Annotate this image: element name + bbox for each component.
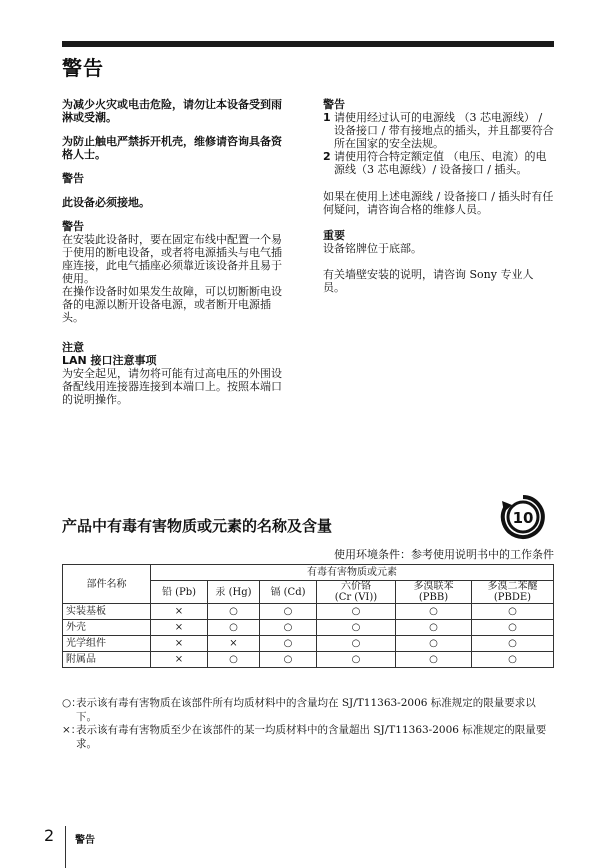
table-cell: ○ xyxy=(396,604,472,620)
left-column xyxy=(62,98,288,406)
rohs-notes xyxy=(62,697,554,751)
note-item xyxy=(62,724,554,751)
lan-heading: 注意 xyxy=(62,341,84,354)
warning-shock: 为防止触电严禁拆开机壳，维修请咨询具备资格人士。 xyxy=(62,135,282,161)
footer-label: 警告 xyxy=(75,835,95,846)
table-cell: ○ xyxy=(260,604,317,620)
circle-symbol: ○： xyxy=(62,697,82,709)
page-number: 2 xyxy=(44,826,55,845)
table-row xyxy=(63,652,554,668)
table-cell: × xyxy=(208,636,260,652)
list-number: 1 xyxy=(323,111,331,124)
nameplate-text: 设备铭牌位于底部。 xyxy=(323,242,422,255)
wall-mount-text: 有关墙壁安装的说明，请咨询 Sony 专业人员。 xyxy=(323,268,534,294)
table-cell: × xyxy=(151,604,208,620)
table-cell: ○ xyxy=(317,652,396,668)
cross-symbol: ×： xyxy=(62,724,82,736)
substance-header: 铅 (Pb) xyxy=(151,581,208,604)
table-cell: ○ xyxy=(396,636,472,652)
table-cell: ○ xyxy=(317,604,396,620)
part-name-header: 部件名称 xyxy=(63,565,151,604)
table-cell: ○ xyxy=(472,620,554,636)
table-cell: ○ xyxy=(208,604,260,620)
part-name: 光学组件 xyxy=(63,636,151,652)
part-name: 附属品 xyxy=(63,652,151,668)
substance-group-header: 有毒有害物质或元素 xyxy=(151,565,554,581)
substance-header: 多溴二苯醚 (PBDE) xyxy=(472,581,554,604)
environmental-protection-logo-icon xyxy=(499,493,547,541)
table-row xyxy=(63,620,554,636)
logo-number: 10 xyxy=(512,509,534,527)
table-cell: ○ xyxy=(317,620,396,636)
table-cell: ○ xyxy=(396,652,472,668)
note-text: 表示该有毒有害物质在该部件所有均质材料中的含量均在 SJ/T11363-2006 标准规定的限量要求以下。 xyxy=(76,697,536,723)
install-heading: 警告 xyxy=(62,220,84,233)
lan-text: 为安全起见，请勿将可能有过高电压的外围设备配线用连接器连接到本端口上。按照本端口的说明操作。 xyxy=(62,367,282,406)
list-number: 2 xyxy=(323,150,331,163)
table-cell: ○ xyxy=(472,636,554,652)
usage-condition: 使用环境条件：参考使用说明书中的工作条件 xyxy=(334,548,554,561)
table-cell: × xyxy=(151,652,208,668)
rohs-title: 产品中有毒有害物质或元素的名称及含量 xyxy=(62,517,333,535)
substance-header: 六价铬 (Cr (VI)) xyxy=(317,581,396,604)
ground-heading: 警告 xyxy=(62,172,84,185)
table-cell: ○ xyxy=(208,652,260,668)
table-header-row xyxy=(63,565,554,581)
warning-fire: 为减少火灾或电击危险，请勿让本设备受到雨淋或受潮。 xyxy=(62,98,282,124)
list-item xyxy=(323,150,554,176)
table-cell: ○ xyxy=(317,636,396,652)
right-warning-heading: 警告 xyxy=(323,98,345,111)
table-cell: ○ xyxy=(260,636,317,652)
table-cell: ○ xyxy=(208,620,260,636)
question-text: 如果在使用上述电源线 / 设备接口 / 插头时有任何疑问，请咨询合格的维修人员。 xyxy=(323,190,554,216)
substance-header: 多溴联苯 (PBB) xyxy=(396,581,472,604)
table-cell: × xyxy=(151,636,208,652)
list-item xyxy=(323,111,554,150)
operate-text: 在操作设备时如果发生故障，可以切断断电设备的电源以断开设备电源，或者断开电源插头。 xyxy=(62,285,282,324)
substance-header: 镉 (Cd) xyxy=(260,581,317,604)
table-cell: ○ xyxy=(396,620,472,636)
install-text: 在安装此设备时，要在固定布线中配置一个易于使用的断电设备，或者将电源插头与电气插座连接，此电气插座必须靠近该设备并且易于使用。 xyxy=(62,233,282,285)
power-cord-list xyxy=(323,111,554,176)
right-column xyxy=(323,98,554,294)
table-cell: ○ xyxy=(472,652,554,668)
table-row xyxy=(63,604,554,620)
part-name: 实装基板 xyxy=(63,604,151,620)
substance-header: 汞 (Hg) xyxy=(208,581,260,604)
list-text: 请使用经过认可的电源线 （3 芯电源线） / 设备接口 / 带有接地点的插头，并且都要符合所在国家的安全法规。 xyxy=(334,111,554,150)
page-title: 警告 xyxy=(62,56,104,80)
note-text: 表示该有毒有害物质至少在该部件的某一均质材料中的含量超出 SJ/T11363-2006 标准规定的限量要求。 xyxy=(76,724,547,750)
footer-divider xyxy=(65,826,66,868)
table-cell: ○ xyxy=(472,604,554,620)
list-text: 请使用符合特定额定值 （电压、电流）的电源线（3 芯电源线）/ 设备接口 / 插头。 xyxy=(334,150,547,176)
note-item xyxy=(62,697,554,724)
ground-text: 此设备必须接地。 xyxy=(62,196,150,209)
top-rule xyxy=(62,41,554,47)
rohs-table xyxy=(62,564,554,668)
table-cell: ○ xyxy=(260,652,317,668)
table-cell: ○ xyxy=(260,620,317,636)
part-name: 外壳 xyxy=(63,620,151,636)
important-heading: 重要 xyxy=(323,229,345,242)
lan-subheading: LAN 接口注意事项 xyxy=(62,354,157,367)
table-row xyxy=(63,636,554,652)
table-cell: × xyxy=(151,620,208,636)
